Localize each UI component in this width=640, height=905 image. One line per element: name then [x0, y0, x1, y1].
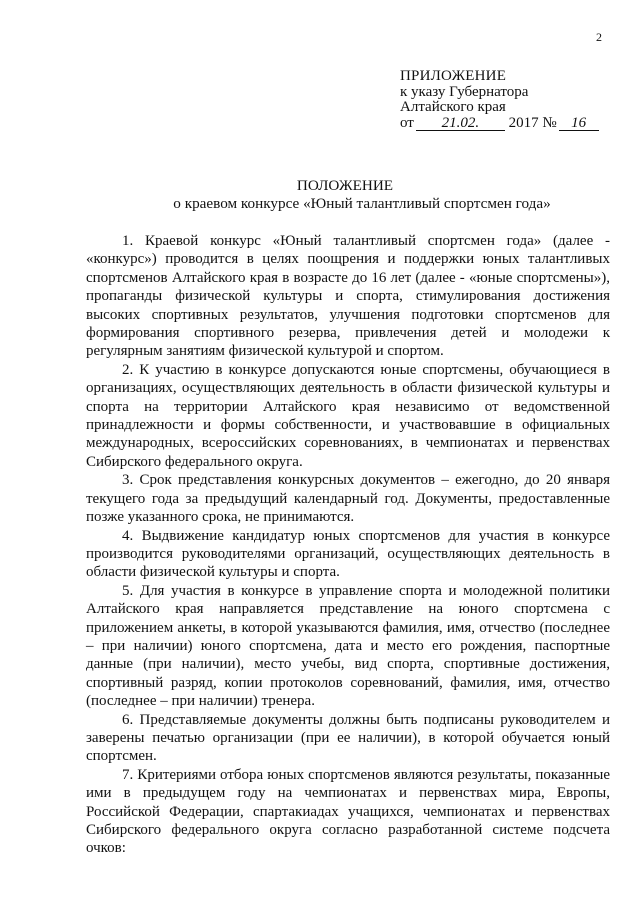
paragraph-5: 5. Для участия в конкурсе в управление спорта и молодежной политики Алтайского края направляется представление на юного спортсмена с приложением анкеты, в которой указываются фамилия, имя, отчество (последнее – при наличии) юного спортсмена, дата и место его рождения, паспортные данные (при наличии), место учебы, вид спорта, спортивные достижения, спортивный разряд, копии протоколов соревнований, фамилия, имя, отчество (последнее – при наличии) тренера.	[86, 582, 610, 710]
decree-year: 2017 №	[508, 114, 557, 131]
document-title	[0, 177, 640, 213]
decree-date: 21.02.	[416, 117, 505, 131]
appendix-heading: ПРИЛОЖЕНИЕ	[400, 68, 507, 84]
appendix-date-line	[400, 116, 630, 132]
appendix-decree-line: к указу Губернатора	[400, 83, 529, 100]
paragraph-2: 2. К участию в конкурсе допускаются юные спортсмены, обучающиеся в организациях, осуществляющих деятельность в области физической культуры и спорта на территории Алтайского края независимо от ведомственной принадлежности и формы собственности, и участвовавшие в официальных международных, всероссийских соревнованиях, в чемпионатах и первенствах Сибирского федерального округа.	[86, 361, 610, 470]
decree-number: 16	[559, 117, 599, 131]
paragraph-3: 3. Срок представления конкурсных документов – ежегодно, до 20 января текущего года за предыдущий календарный год. Документы, предоставленные позже указанного срока, не принимаются.	[86, 472, 610, 526]
date-prefix: от	[400, 114, 414, 131]
page-number: 2	[596, 30, 602, 44]
paragraph-1: 1. Краевой конкурс «Юный талантливый спортсмен года» (далее - «конкурс») проводится в целях поощрения и поддержки юных талантливых спортсменов Алтайского края в возрасте до 16 лет (далее - «юные спортсмены»), пропаганды физической культуры и спорта, стимулирования достижения высоких спортивных результатов, улучшения подготовки спортсменов для формирования спортивного резерва, привлечения детей и молодежи к регулярным занятиям физической культурой и спортом.	[86, 233, 610, 360]
paragraph-7: 7. Критериями отбора юных спортсменов являются результаты, показанные ими в предыдущем году на чемпионатах и первенствах мира, Европы, Российской Федерации, спартакиадах учащихся, чемпионатах и первенствах Сибирского федерального округа согласно разработанной системе подсчета очков:	[86, 766, 610, 857]
appendix-block	[400, 69, 630, 131]
appendix-region-line: Алтайского края	[400, 99, 506, 116]
paragraph-4: 4. Выдвижение кандидатур юных спортсменов для участия в конкурсе производится руководителями организаций, осуществляющих деятельность в области физической культуры и спорта.	[86, 527, 610, 581]
title-subtitle: о краевом конкурсе «Юный талантливый спортсмен года»	[173, 195, 551, 212]
paragraph-6: 6. Представляемые документы должны быть подписаны руководителем и заверены печатью организации (при ее наличии), в которой обучается юный спортсмен.	[86, 711, 610, 765]
title-main: ПОЛОЖЕНИЕ	[296, 177, 394, 194]
document-body	[86, 232, 610, 858]
